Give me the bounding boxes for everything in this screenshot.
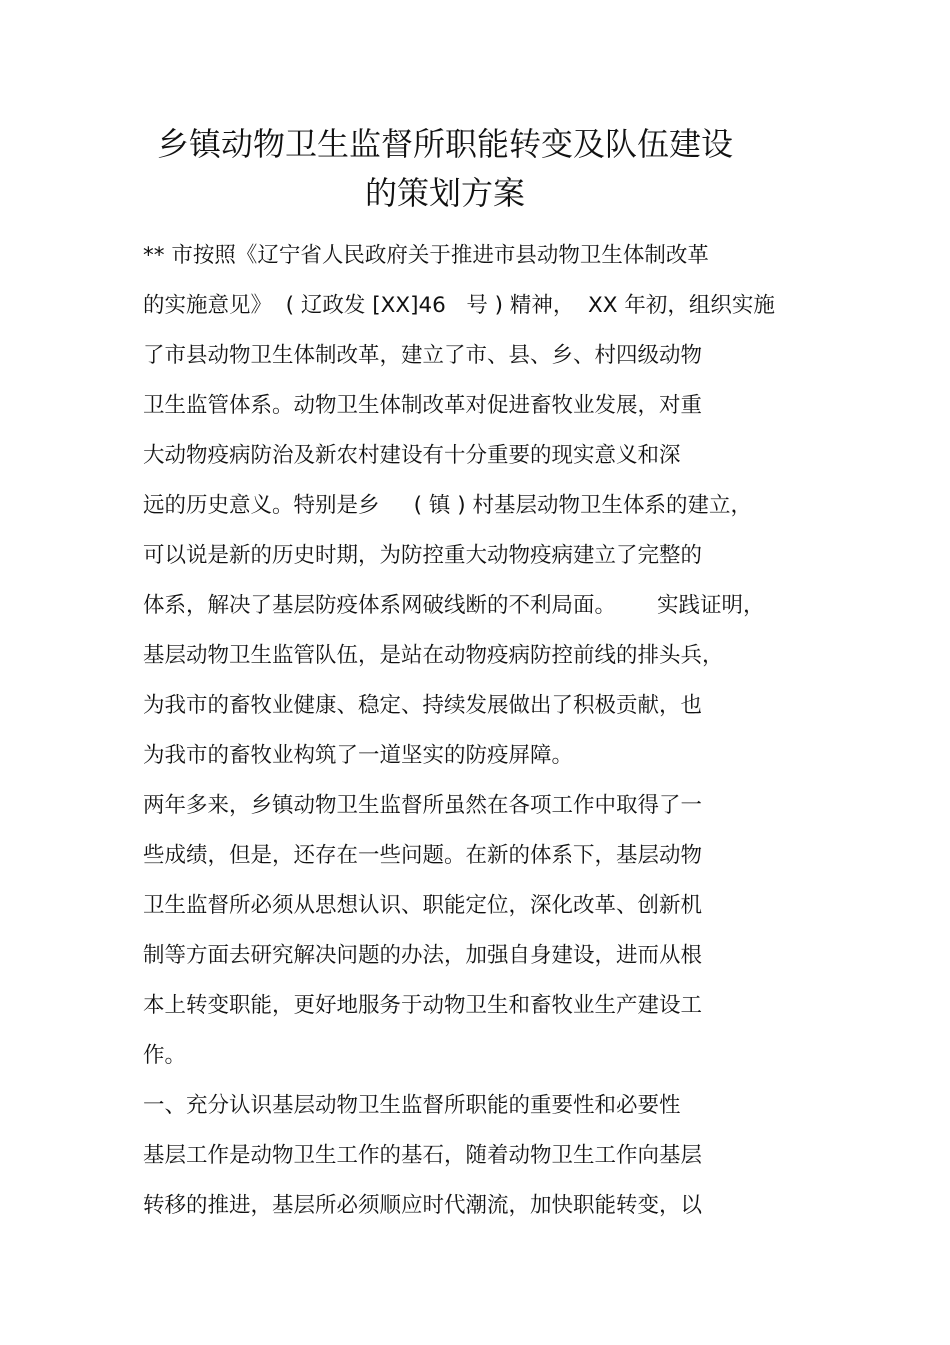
document-title-line-1: 乡镇动物卫生监督所职能转变及队伍建设 — [156, 125, 733, 163]
body-line: 作。 — [143, 1043, 187, 1068]
body-line: 制等方面去研究解决问题的办法，加强自身建设，进而从根 — [143, 943, 703, 968]
body-line: 两年多来，乡镇动物卫生监督所虽然在各项工作中取得了一 — [143, 793, 703, 818]
body-line: 大动物疫病防治及新农村建设有十分重要的现实意义和深 — [143, 443, 681, 468]
body-line: 远的历史意义。特别是乡 ( 镇 ) 村基层动物卫生体系的建立， — [143, 493, 752, 518]
body-line: 的实施意见》 ( 辽政发 [XX]46 号 ) 精神， XX 年初，组织实施 — [143, 293, 775, 318]
body-line: 些成绩，但是，还存在一些问题。在新的体系下，基层动物 — [143, 843, 703, 868]
body-line: 为我市的畜牧业构筑了一道坚实的防疫屏障。 — [143, 743, 574, 768]
body-line: 卫生监督所必须从思想认识、职能定位，深化改革、创新机 — [143, 893, 703, 918]
body-line: 基层工作是动物卫生工作的基石，随着动物卫生工作向基层 — [143, 1143, 703, 1168]
body-line: 可以说是新的历史时期，为防控重大动物疫病建立了完整的 — [143, 543, 703, 568]
body-line: 转移的推进，基层所必须顺应时代潮流，加快职能转变，以 — [143, 1193, 703, 1218]
body-line: 卫生监管体系。动物卫生体制改革对促进畜牧业发展，对重 — [143, 393, 703, 418]
body-line: 了市县动物卫生体制改革，建立了市、县、乡、村四级动物 — [143, 343, 703, 368]
body-line: 基层动物卫生监管队伍，是站在动物疫病防控前线的排头兵， — [143, 643, 724, 668]
body-line: 为我市的畜牧业健康、稳定、持续发展做出了积极贡献，也 — [143, 693, 703, 718]
section-heading: 一、充分认识基层动物卫生监督所职能的重要性和必要性 — [143, 1093, 681, 1118]
body-line: 体系，解决了基层防疫体系网破线断的不利局面。 实践证明， — [143, 593, 765, 618]
body-line: ** 市按照《辽宁省人民政府关于推进市县动物卫生体制改革 — [143, 243, 709, 268]
body-line: 本上转变职能，更好地服务于动物卫生和畜牧业生产建设工 — [143, 993, 703, 1018]
document-title-line-2: 的策划方案 — [364, 174, 525, 212]
